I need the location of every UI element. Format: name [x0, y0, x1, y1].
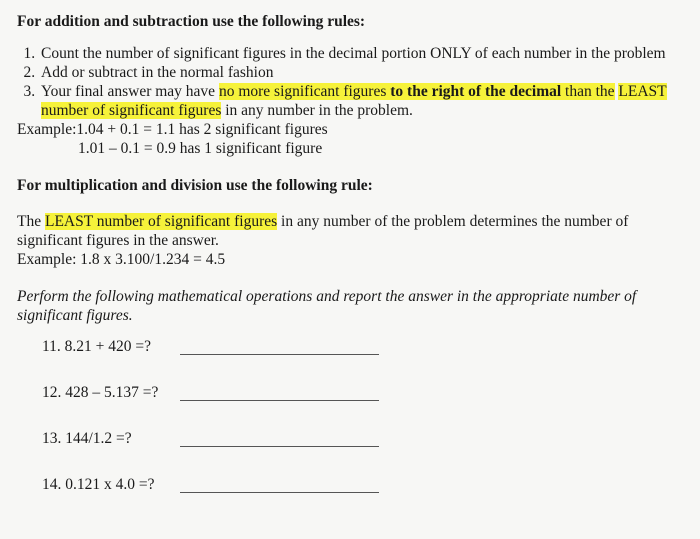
multiplication-example: Example: 1.8 x 3.100/1.234 = 4.5: [17, 251, 226, 268]
answer-line[interactable]: [180, 354, 379, 355]
problem-label: 14. 0.121 x 4.0 =?: [42, 476, 155, 493]
answer-line[interactable]: [180, 492, 379, 493]
addition-example-1: Example:1.04 + 0.1 = 1.1 has 2 significant figures: [17, 121, 328, 138]
multiplication-rule: [17, 212, 687, 250]
problem-label: 12. 428 – 5.137 =?: [42, 384, 159, 401]
problem-label: 13. 144/1.2 =?: [42, 430, 132, 447]
problem-item: [42, 383, 687, 402]
multiplication-division-heading: For multiplication and division use the following rule:: [17, 177, 373, 194]
highlight-least-number-mult: LEAST number of significant figures: [44, 213, 278, 230]
highlight-least-number: LEAST number of significant figures: [41, 83, 667, 119]
problem-item: [42, 475, 687, 494]
mult-rule-start: The: [17, 213, 45, 230]
rule-2: 2. Add or subtract in the normal fashion: [39, 63, 687, 82]
worksheet: [17, 12, 687, 521]
problem-item: [42, 337, 687, 356]
rule-3-text-start: Your final answer may have: [41, 83, 219, 100]
rule-3-text-end: in any number in the problem.: [221, 102, 413, 119]
problem-list: [42, 337, 687, 494]
rule-3: [39, 82, 687, 120]
mult-rule-end: in any number of the problem determines the number of significant figures in the answer.: [17, 213, 629, 249]
rule-1: 1. Count the number of significant figures in the decimal portion ONLY of each number in the problem: [39, 44, 687, 63]
problem-label: 11. 8.21 + 420 =?: [42, 338, 152, 355]
answer-line[interactable]: [180, 400, 379, 401]
highlight-than-the: than the: [561, 83, 615, 100]
problem-item: [42, 429, 687, 448]
addition-rules-list: [17, 44, 687, 120]
addition-subtraction-heading: For addition and subtraction use the following rules:: [17, 13, 366, 30]
addition-example-2: 1.01 – 0.1 = 0.9 has 1 significant figure: [78, 140, 323, 157]
highlight-right-of-decimal: to the right of the decimal: [390, 83, 562, 100]
instructions: Perform the following mathematical operations and report the answer in the appropriate number of significant figures.: [17, 288, 637, 324]
highlight-no-more-sig-figs: no more significant figures: [218, 83, 391, 100]
answer-line[interactable]: [180, 446, 379, 447]
